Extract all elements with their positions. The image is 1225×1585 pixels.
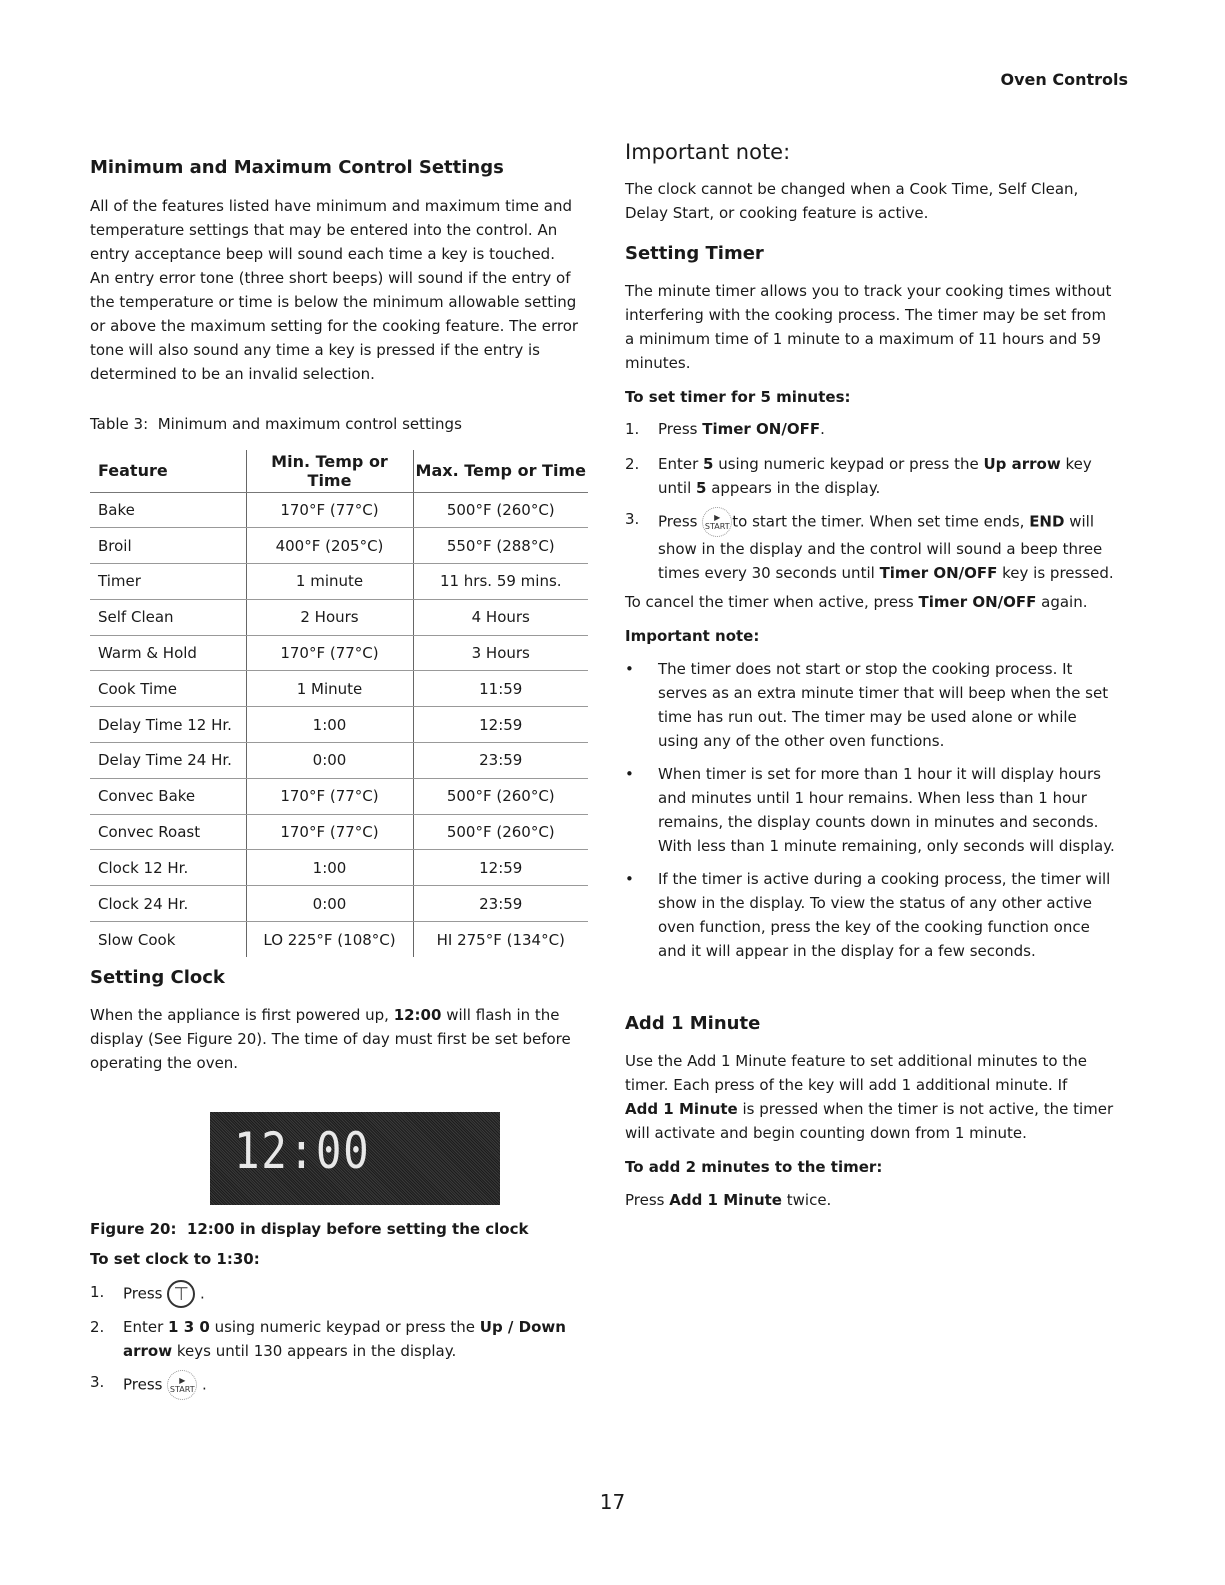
- step-text-part: to start the timer. When set time ends,: [732, 512, 1030, 531]
- table-row: [90, 886, 588, 922]
- intro-line: tone will also sound any time a key is pressed if the entry is: [90, 341, 540, 359]
- step-bold: Timer ON/OFF: [879, 564, 998, 582]
- min-cell: 0:00: [246, 886, 413, 922]
- min-cell: 170°F (77°C): [246, 778, 413, 814]
- setting-timer-heading: Setting Timer: [625, 243, 764, 264]
- table-row: [90, 743, 588, 779]
- feature-cell: Cook Time: [90, 671, 246, 707]
- step-text-part: Press: [658, 512, 703, 531]
- cancel-bold: Timer ON/OFF: [918, 593, 1037, 611]
- step-text-part: keys until 130 appears in the display.: [172, 1342, 457, 1360]
- step-text-part: appears in the display.: [706, 479, 881, 497]
- step-bold: arrow: [123, 1342, 173, 1360]
- start-label: START: [169, 1385, 195, 1394]
- bullet-line: remains, the display counts down in minutes and seconds.: [658, 813, 1099, 831]
- max-cell: 550°F (288°C): [413, 528, 588, 564]
- add-press-bold: Add 1 Minute: [669, 1191, 782, 1209]
- add-line: will activate and begin counting down from 1 minute.: [625, 1124, 1027, 1142]
- cancel-part: again.: [1036, 593, 1088, 611]
- feature-cell: Clock 24 Hr.: [90, 886, 246, 922]
- cancel-timer-text: [625, 590, 1130, 614]
- min-cell: 170°F (77°C): [246, 635, 413, 671]
- bullet-line: time has run out. The timer may be used alone or while: [658, 708, 1077, 726]
- table-row: [90, 635, 588, 671]
- press-label: Press: [123, 1284, 163, 1303]
- max-cell: 500°F (260°C): [413, 814, 588, 850]
- clock-step-1: [90, 1280, 590, 1310]
- intro-line: the temperature or time is below the minimum allowable setting: [90, 293, 577, 311]
- step-text-part: key: [1060, 455, 1092, 473]
- bullet-dot: •: [625, 660, 634, 678]
- bullet-dot: •: [625, 765, 634, 783]
- min-cell: 1 Minute: [246, 671, 413, 707]
- step-text: [123, 1315, 593, 1363]
- step-text-part: times every 30 seconds until: [658, 564, 880, 582]
- table-row: [90, 707, 588, 743]
- intro-line: An entry error tone (three short beeps) will sound if the entry of: [90, 269, 571, 287]
- setting-clock-heading: Setting Clock: [90, 967, 225, 988]
- add-line: timer. Each press of the key will add 1 additional minute. If: [625, 1076, 1068, 1094]
- table-header-row: [90, 450, 588, 492]
- feature-cell: Broil: [90, 528, 246, 564]
- step-text-part: will: [1064, 512, 1094, 531]
- step-text: [658, 417, 825, 441]
- feature-cell: Warm & Hold: [90, 635, 246, 671]
- page-header: Oven Controls: [1000, 70, 1128, 89]
- step-bold: 5: [703, 455, 714, 473]
- timer-step-3: [625, 507, 1130, 582]
- timer-line: a minimum time of 1 minute to a maximum of 11 hours and 59: [625, 330, 1102, 348]
- max-cell: 3 Hours: [413, 635, 588, 671]
- step-text-part: Enter: [658, 455, 704, 473]
- add-bold: Add 1 Minute: [625, 1100, 738, 1118]
- col-header-feature: Feature: [90, 450, 246, 492]
- min-cell: 170°F (77°C): [246, 814, 413, 850]
- add-minute-subhead: To add 2 minutes to the timer:: [625, 1158, 883, 1176]
- table-caption: Table 3: Minimum and maximum control settings: [90, 415, 462, 433]
- start-key-icon: [167, 1370, 197, 1400]
- add-press-part: Press: [625, 1191, 670, 1209]
- intro-line: temperature settings that may be entered into the control. An: [90, 221, 558, 239]
- bullet-text: [658, 867, 1128, 963]
- step-text: [658, 452, 1130, 500]
- step-bold: END: [1029, 512, 1065, 531]
- intro-line: entry acceptance beep will sound each time a key is touched.: [90, 245, 555, 263]
- feature-cell: Clock 12 Hr.: [90, 850, 246, 886]
- step-text-part: Enter: [123, 1318, 169, 1336]
- feature-cell: Delay Time 12 Hr.: [90, 707, 246, 743]
- col-header-min: Min. Temp or Time: [246, 450, 413, 492]
- timer-subhead: To set timer for 5 minutes:: [625, 388, 851, 406]
- max-cell: 23:59: [413, 743, 588, 779]
- bullet-line: If the timer is active during a cooking process, the timer will: [658, 870, 1111, 888]
- important-line: Delay Start, or cooking feature is active.: [625, 204, 929, 222]
- bullet-line: oven function, press the key of the cooking function once: [658, 918, 1090, 936]
- feature-cell: Delay Time 24 Hr.: [90, 743, 246, 779]
- step-number: 2.: [625, 455, 640, 473]
- step-number: 1.: [90, 1283, 105, 1301]
- add-line: Use the Add 1 Minute feature to set additional minutes to the: [625, 1052, 1087, 1070]
- feature-cell: Convec Bake: [90, 778, 246, 814]
- step-text: Press ▶ START .: [123, 1370, 207, 1400]
- display-figure: [210, 1112, 500, 1205]
- bullet-line: The timer does not start or stop the cooking process. It: [658, 660, 1073, 678]
- clock-bold-time: 12:00: [393, 1006, 442, 1024]
- table-row: [90, 564, 588, 600]
- max-cell: 23:59: [413, 886, 588, 922]
- step-number: 3.: [625, 510, 640, 528]
- max-cell: 12:59: [413, 850, 588, 886]
- step-text-part: using numeric keypad or press the: [713, 455, 984, 473]
- intro-line: All of the features listed have minimum and maximum time and: [90, 197, 572, 215]
- bullet-line: and it will appear in the display for a few seconds.: [658, 942, 1036, 960]
- add-part: is pressed when the timer is not active, the timer: [737, 1100, 1114, 1118]
- step-bold: 5: [696, 479, 707, 497]
- add-line: [625, 1097, 1130, 1121]
- step-number: 2.: [90, 1318, 105, 1336]
- min-max-heading: Minimum and Maximum Control Settings: [90, 157, 504, 178]
- step-text-part: key is pressed.: [997, 564, 1114, 582]
- bullet-dot: •: [625, 870, 634, 888]
- step-number: 1.: [625, 420, 640, 438]
- step-bold: Up arrow: [983, 455, 1061, 473]
- add-minute-heading: Add 1 Minute: [625, 1013, 761, 1034]
- feature-cell: Bake: [90, 492, 246, 528]
- table-row: [90, 850, 588, 886]
- clock-step-2: [90, 1315, 590, 1363]
- timer-bullet-3: [625, 867, 1130, 963]
- table-row: [90, 492, 588, 528]
- col-header-max: Max. Temp or Time: [413, 450, 588, 492]
- max-cell: 500°F (260°C): [413, 492, 588, 528]
- clock-line: operating the oven.: [90, 1054, 239, 1072]
- timer-bullet-1: [625, 657, 1130, 753]
- feature-cell: Slow Cook: [98, 930, 176, 949]
- intro-line: or above the maximum setting for the cooking feature. The error: [90, 317, 579, 335]
- page-number: 17: [599, 1490, 626, 1514]
- min-cell: 1:00: [246, 707, 413, 743]
- start-key-icon: [702, 507, 732, 537]
- intro-line: determined to be an invalid selection.: [90, 365, 375, 383]
- step-bold: Timer ON/OFF: [702, 420, 821, 438]
- bullet-line: With less than 1 minute remaining, only seconds will display.: [658, 837, 1115, 855]
- step-number: 3.: [90, 1373, 105, 1391]
- figure-caption: Figure 20: 12:00 in display before setting the clock: [90, 1220, 529, 1238]
- set-clock-subhead: To set clock to 1:30:: [90, 1250, 260, 1268]
- max-cell: 11:59: [413, 671, 588, 707]
- feature-cell: Convec Roast: [90, 814, 246, 850]
- min-cell: 0:00: [246, 743, 413, 779]
- timer-step-2: [625, 452, 1130, 502]
- bullet-text: [658, 657, 1128, 753]
- clock-text: will flash in the: [441, 1006, 560, 1024]
- min-cell: 170°F (77°C): [246, 492, 413, 528]
- settings-table: [90, 450, 588, 957]
- min-cell: 400°F (205°C): [246, 528, 413, 564]
- min-cell: LO 225°F (108°C): [246, 922, 413, 958]
- table-row: [90, 922, 588, 958]
- add-minute-paragraph: [625, 1049, 1130, 1145]
- intro-paragraph: [90, 194, 590, 386]
- bullet-line: show in the display. To view the status of any other active: [658, 894, 1093, 912]
- table-row: [90, 814, 588, 850]
- min-cell: 2 Hours: [246, 599, 413, 635]
- table-row: [90, 671, 588, 707]
- bullet-text: [658, 762, 1128, 858]
- cancel-part: To cancel the timer when active, press: [625, 593, 919, 611]
- step-text-part: until: [658, 479, 696, 497]
- start-arrow-glyph: ▶: [714, 513, 721, 522]
- clock-paragraph: [90, 1003, 590, 1075]
- clock-step-3: [90, 1370, 590, 1400]
- step-text: Press ⏉ .: [123, 1280, 205, 1308]
- clock-text: When the appliance is first powered up,: [90, 1006, 394, 1024]
- max-cell: 4 Hours: [413, 599, 588, 635]
- start-label: START: [704, 522, 730, 531]
- table-row: [90, 528, 588, 564]
- bullet-line: using any of the other oven functions.: [658, 732, 945, 750]
- timer-paragraph: [625, 279, 1130, 375]
- important-note-text: [625, 177, 1130, 225]
- bullet-line: When timer is set for more than 1 hour it will display hours: [658, 765, 1101, 783]
- add-minute-instruction: [625, 1188, 831, 1212]
- step-bold: Up / Down: [479, 1318, 566, 1336]
- bullet-line: and minutes until 1 hour remains. When less than 1 hour: [658, 789, 1087, 807]
- max-cell: 12:59: [413, 707, 588, 743]
- step-text-part: .: [820, 420, 825, 438]
- step-text-part: show in the display and the control will sound a beep three: [658, 540, 1103, 558]
- timer-step-1: [625, 417, 1130, 443]
- important-note-subhead: Important note:: [625, 627, 760, 645]
- display-digits: 12:00: [234, 1122, 371, 1180]
- clock-key-icon: ⏉: [167, 1280, 195, 1308]
- max-cell: 11 hrs. 59 mins.: [413, 564, 588, 600]
- min-cell: 1:00: [246, 850, 413, 886]
- step-bold: 1 3 0: [168, 1318, 210, 1336]
- timer-line: interfering with the cooking process. The timer may be set from: [625, 306, 1107, 324]
- start-arrow-glyph: ▶: [179, 1376, 186, 1385]
- clock-line: [90, 1003, 590, 1027]
- step-text-part: Press: [658, 420, 703, 438]
- max-cell: 500°F (260°C): [413, 778, 588, 814]
- bullet-line: serves as an extra minute timer that will beep when the set: [658, 684, 1109, 702]
- timer-bullet-2: [625, 762, 1130, 858]
- min-cell: 1 minute: [246, 564, 413, 600]
- step-text: [658, 507, 1138, 585]
- press-label: Press: [123, 1375, 163, 1394]
- table-row: [90, 599, 588, 635]
- clock-line: display (See Figure 20). The time of day must first be set before: [90, 1030, 571, 1048]
- step-text-part: using numeric keypad or press the: [209, 1318, 480, 1336]
- max-cell: HI 275°F (134°C): [413, 922, 588, 958]
- important-note-heading: Important note:: [625, 140, 791, 164]
- table-row: [90, 778, 588, 814]
- important-line: The clock cannot be changed when a Cook Time, Self Clean,: [625, 180, 1079, 198]
- timer-line: minutes.: [625, 354, 691, 372]
- timer-line: The minute timer allows you to track your cooking times without: [625, 282, 1112, 300]
- add-press-part: twice.: [781, 1191, 832, 1209]
- feature-cell: Timer: [90, 564, 246, 600]
- feature-cell: Self Clean: [90, 599, 246, 635]
